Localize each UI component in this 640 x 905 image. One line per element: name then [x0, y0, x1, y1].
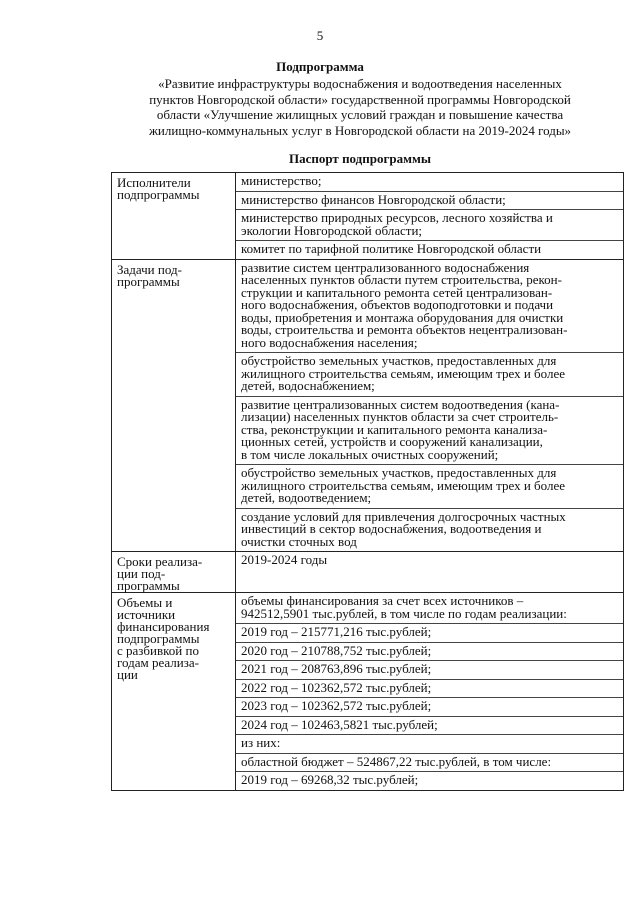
value-line: воды, приобретения и монтажа оборудования для очистки [241, 309, 564, 325]
value-item [236, 465, 623, 509]
value-line: очистки сточных вод [241, 533, 357, 549]
value-line: жилищного строительства семьям, имеющим трех и более [241, 477, 566, 493]
row-label-line: подпрограммы [117, 187, 200, 202]
passport-table-body [112, 173, 624, 791]
value-line: из них: [241, 735, 281, 750]
row-label-line: источники [117, 607, 176, 622]
value-line: 2024 год – 102463,5821 тыс.рублей; [241, 716, 438, 732]
value-line: ства, реконструкции и капитального ремонта канализа- [241, 421, 548, 437]
value-item [236, 735, 623, 754]
value-item [236, 680, 623, 699]
value-line: лизации) населенных пунктов области за счет строитель- [241, 409, 559, 424]
subtitle-line: «Развитие инфраструктуры водоснабжения и водоотведения населенных [158, 76, 562, 91]
table-row-timeline [112, 552, 624, 593]
value-line: обустройство земельных участков, предоставленных для [241, 465, 557, 480]
value-line: 2021 год – 208763,896 тыс.рублей; [241, 661, 432, 676]
row-value-cell [236, 552, 624, 593]
row-label-cell [112, 173, 236, 260]
row-label-line: финансирования [117, 619, 210, 634]
value-line: 2019 год – 69268,32 тыс.рублей; [241, 772, 419, 787]
value-line: создание условий для привлечения долгосрочных частных [241, 508, 566, 524]
row-label-line: с разбивкой по [117, 643, 199, 658]
value-line: детей, водоотведением; [241, 490, 372, 505]
value-line: населенных пунктов области путем строительства, рекон- [241, 272, 562, 287]
value-line: министерство финансов Новгородской области; [241, 191, 506, 207]
value-item [236, 643, 623, 662]
document-subtitle [110, 76, 610, 138]
table-row-executors [112, 173, 624, 260]
row-value-cell [236, 173, 624, 260]
row-label-cell [112, 593, 236, 791]
value-item [236, 241, 623, 259]
value-line: обустройство земельных участков, предоставленных для [241, 353, 557, 368]
value-item [236, 210, 623, 241]
row-label-line: ции [117, 667, 138, 682]
row-label-line: программы [117, 578, 180, 593]
value-item [236, 698, 623, 717]
row-value-cell [236, 259, 624, 552]
value-line: инвестиций в сектор водоснабжения, водоотведения и [241, 521, 542, 536]
row-label-line: подпрограммы [117, 631, 200, 646]
value-item [236, 624, 623, 643]
table-row-financing [112, 593, 624, 791]
value-item [236, 353, 623, 397]
passport-heading: Паспорт подпрограммы [289, 151, 431, 166]
table-row-tasks [112, 259, 624, 552]
value-line: детей, водоснабжением; [241, 378, 375, 393]
value-line: областной бюджет – 524867,22 тыс.рублей, в том числе: [241, 753, 552, 769]
value-item [236, 397, 623, 466]
row-label-line: ции под- [117, 566, 166, 581]
row-label-line: Объемы и [117, 595, 173, 610]
subtitle-line: области «Улучшение жилищных условий граждан и повышение качества [156, 107, 564, 122]
value-line: ционных сетей, устройств и сооружений канализации, [241, 434, 543, 449]
page-number: 5 [316, 28, 324, 43]
value-item [236, 552, 623, 570]
value-item [236, 173, 623, 192]
value-line: комитет по тарифной политике Новгородской области [241, 241, 542, 256]
value-line: объемы финансирования за счет всех источников – [241, 593, 524, 608]
value-line: ного водоснабжения населения; [241, 334, 418, 350]
value-line: воды, строительства и ремонта объектов нецентрализован- [241, 322, 568, 337]
row-value-cell [236, 593, 624, 791]
row-label-line: годам реализа- [117, 655, 199, 670]
value-item [236, 260, 623, 354]
row-label-line: Задачи под- [117, 261, 182, 277]
value-item [236, 772, 623, 790]
value-line: 2022 год – 102362,572 тыс.рублей; [241, 679, 432, 695]
value-line: 2023 год – 102362,572 тыс.рублей; [241, 698, 432, 713]
value-line: 2019-2024 годы [241, 552, 328, 567]
value-line: 2020 год – 210788,752 тыс.рублей; [241, 642, 432, 658]
document-title: Подпрограмма [276, 59, 364, 74]
value-line: экологии Новгородской области; [241, 222, 423, 238]
row-label-cell [112, 259, 236, 552]
value-line: 942512,5901 тыс.рублей, в том числе по годам реализации: [241, 605, 567, 621]
value-line: ного водоснабжения, объектов водоподготовки и подачи [241, 297, 554, 312]
value-item [236, 593, 623, 624]
row-label-line: Сроки реализа- [117, 554, 203, 569]
value-item [236, 661, 623, 680]
value-line: развитие централизованных систем водоотведения (кана- [241, 396, 560, 412]
passport-table [111, 172, 624, 791]
value-line: 2019 год – 215771,216 тыс.рублей; [241, 624, 432, 639]
row-label-line: Исполнители [117, 175, 191, 190]
value-item [236, 192, 623, 211]
value-line: в том числе локальных очистных сооружений; [241, 446, 499, 462]
row-label-cell [112, 552, 236, 593]
value-line: министерство; [241, 173, 322, 188]
value-line: жилищного строительства семьям, имеющим трех и более [241, 365, 566, 381]
row-label-line: программы [117, 273, 180, 289]
value-item [236, 509, 623, 552]
value-line: развитие систем централизованного водоснабжения [241, 259, 530, 275]
value-item [236, 754, 623, 773]
value-line: министерство природных ресурсов, лесного хозяйства и [241, 210, 553, 225]
value-item [236, 717, 623, 736]
subtitle-line: пунктов Новгородской области» государственной программы Новгородской [149, 91, 571, 107]
value-line: струкции и капитального ремонта сетей централизован- [241, 284, 553, 300]
subtitle-line: жилищно-коммунальных услуг в Новгородской области на 2019-2024 годы» [148, 122, 572, 138]
